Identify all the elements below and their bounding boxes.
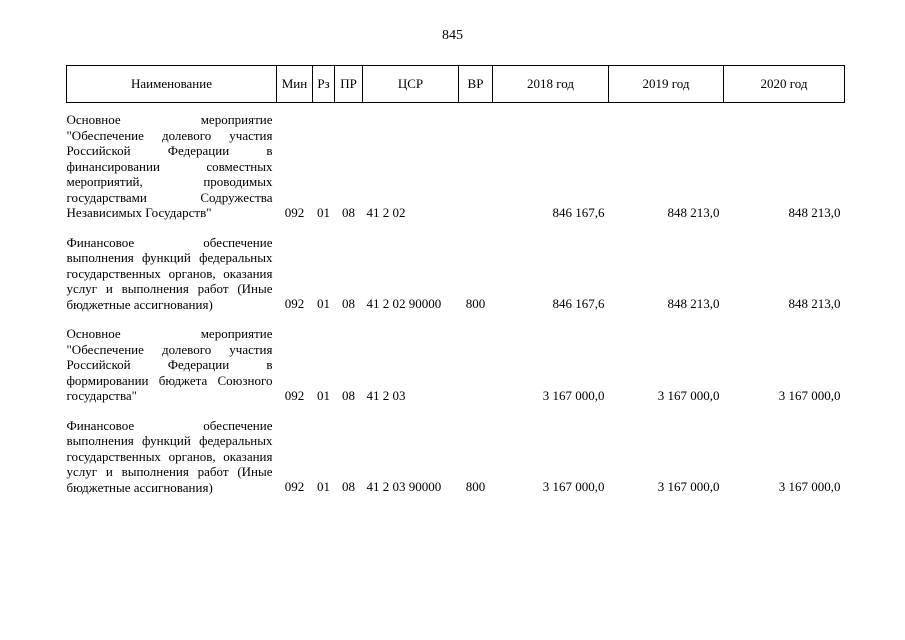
row-2020: 3 167 000,0	[778, 387, 841, 403]
table-row	[67, 418, 845, 510]
row-csr: 41 2 03 90000	[366, 479, 442, 494]
header-name: Наименование	[67, 66, 277, 103]
row-2018: 846 167,6	[552, 204, 605, 220]
row-name: Финансовое обеспечение выполнения функций федеральных государственных органов, оказания услуг и выполнения работ (Иные бюджетные ассигнования)	[66, 417, 273, 495]
row-min: 092	[284, 387, 305, 403]
row-name: Финансовое обеспечение выполнения функций федеральных государственных органов, оказания услуг и выполнения работ (Иные бюджетные ассигнования)	[66, 234, 273, 312]
row-2020: 848 213,0	[788, 204, 841, 220]
row-rz: 01	[317, 204, 330, 220]
row-csr: 41 2 03	[366, 387, 406, 403]
header-rz: Рз	[313, 66, 335, 103]
row-pr: 08	[342, 387, 355, 403]
header-2019: 2019 год	[609, 66, 724, 103]
page-number: 845	[442, 28, 463, 43]
header-min: Мин	[277, 66, 313, 103]
row-vr: 800	[465, 479, 486, 494]
row-pr: 08	[342, 479, 355, 494]
header-2020: 2020 год	[724, 66, 845, 103]
header-csr: ЦСР	[363, 66, 459, 103]
table-row	[67, 235, 845, 327]
row-2018: 3 167 000,0	[542, 387, 605, 403]
row-name: Основное мероприятие "Обеспечение долевого участия Российской Федерации в финансировании совместных мероприятий, проводимых государствами Содружества Независимых Государств"	[66, 112, 273, 220]
row-vr	[459, 326, 493, 418]
row-min: 092	[284, 296, 305, 311]
row-min: 092	[284, 479, 305, 494]
budget-table	[66, 65, 845, 509]
row-rz: 01	[317, 387, 330, 403]
row-vr	[459, 103, 493, 235]
header-vr: ВР	[459, 66, 493, 103]
row-2018: 846 167,6	[552, 296, 605, 311]
row-rz: 01	[317, 296, 330, 311]
table-row	[67, 103, 845, 235]
row-2019: 848 213,0	[667, 296, 720, 311]
row-csr: 41 2 02 90000	[366, 296, 442, 311]
row-2019: 3 167 000,0	[657, 479, 720, 494]
row-2018: 3 167 000,0	[542, 479, 605, 494]
row-pr: 08	[342, 204, 355, 220]
row-pr: 08	[342, 296, 355, 311]
row-vr: 800	[465, 296, 486, 311]
row-name: Основное мероприятие "Обеспечение долевого участия Российской Федерации в формировании бюджета Союзного государства"	[66, 326, 273, 403]
row-rz: 01	[317, 479, 330, 494]
header-pr: ПР	[335, 66, 363, 103]
row-min: 092	[284, 204, 305, 220]
row-2019: 3 167 000,0	[657, 387, 720, 403]
row-2019: 848 213,0	[667, 204, 720, 220]
row-csr: 41 2 02	[366, 204, 406, 220]
row-2020: 848 213,0	[788, 296, 841, 311]
table-header	[67, 66, 845, 103]
table-row	[67, 326, 845, 418]
row-2020: 3 167 000,0	[778, 479, 841, 494]
header-2018: 2018 год	[493, 66, 609, 103]
